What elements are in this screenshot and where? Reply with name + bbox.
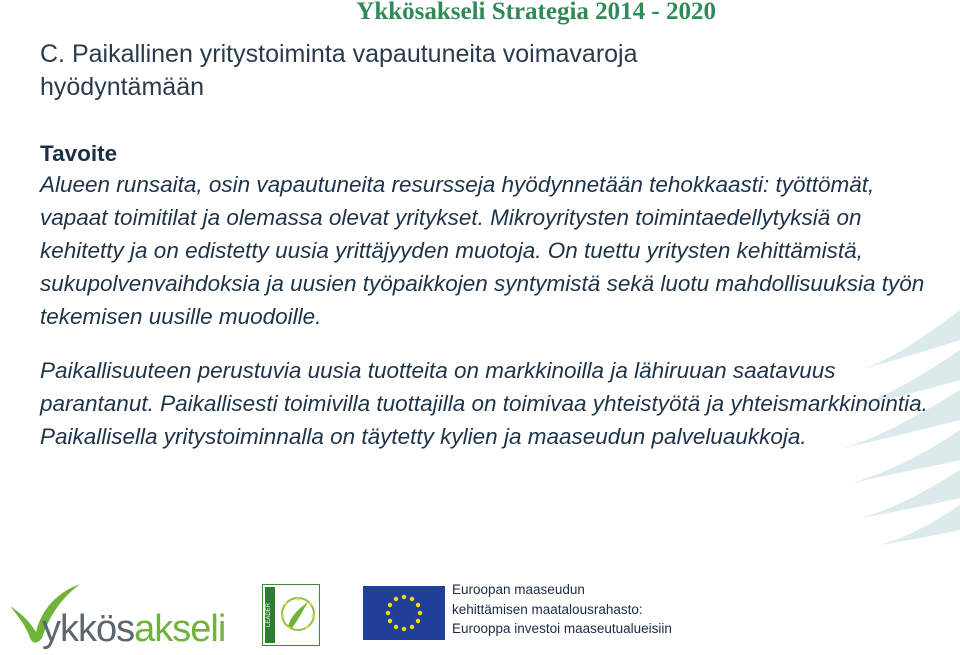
footer-logos xyxy=(0,572,960,655)
ykkosakseli-logo xyxy=(8,578,248,652)
eu-text-line-2: kehittämisen maatalousrahasto: xyxy=(452,601,643,617)
ykkosakseli-wordmark: ykkösakseli xyxy=(42,608,226,650)
eu-flag-icon xyxy=(363,586,445,640)
goal-paragraph-1: Alueen runsaita, osin vapautuneita resursseja hyödynnetään tehokkaasti: työttömät, vapaat toimitilat ja olemassa olevat yritykset. Mikroyritysten toimintaedellytyksiä on kehitetty ja on edistetty uusia yrittäjyyden muotoja. On tuettu yritysten kehittämistä, sukupolvenvaihdoksia ja uusien työpaikkojen syntymistä sekä luotu mahdollisuuksia työn tekemisen uusille muodoille. xyxy=(40,172,925,329)
goal-section xyxy=(40,140,930,453)
eu-text-line-1: Euroopan maaseudun xyxy=(452,582,585,597)
svg-text:LEADER: LEADER xyxy=(266,602,272,628)
goal-label: Tavoite xyxy=(40,141,118,166)
goal-paragraph-2: Paikallisuuteen perustuvia uusia tuotteita on markkinoilla ja lähiruuan saatavuus parantanut. Paikallisesti toimivilla tuottajilla on toimivaa yhteistyötä ja yhteismarkkinointia. Paikallisella yritystoiminnalla on täytetty kylien ja maaseudun palveluaukkoja. xyxy=(40,358,928,449)
eu-fund-text xyxy=(452,580,752,639)
section-heading-line-1: C. Paikallinen yritystoiminta vapautuneita voimavaroja xyxy=(40,40,638,68)
leader-logo xyxy=(262,584,320,646)
section-heading xyxy=(40,38,920,104)
section-heading-line-2: hyödyntämään xyxy=(40,73,205,101)
page-header-title: Ykkösakseli Strategia 2014 - 2020 xyxy=(356,0,716,25)
eu-text-line-3: Eurooppa investoi maaseutualueisiin xyxy=(452,621,672,636)
